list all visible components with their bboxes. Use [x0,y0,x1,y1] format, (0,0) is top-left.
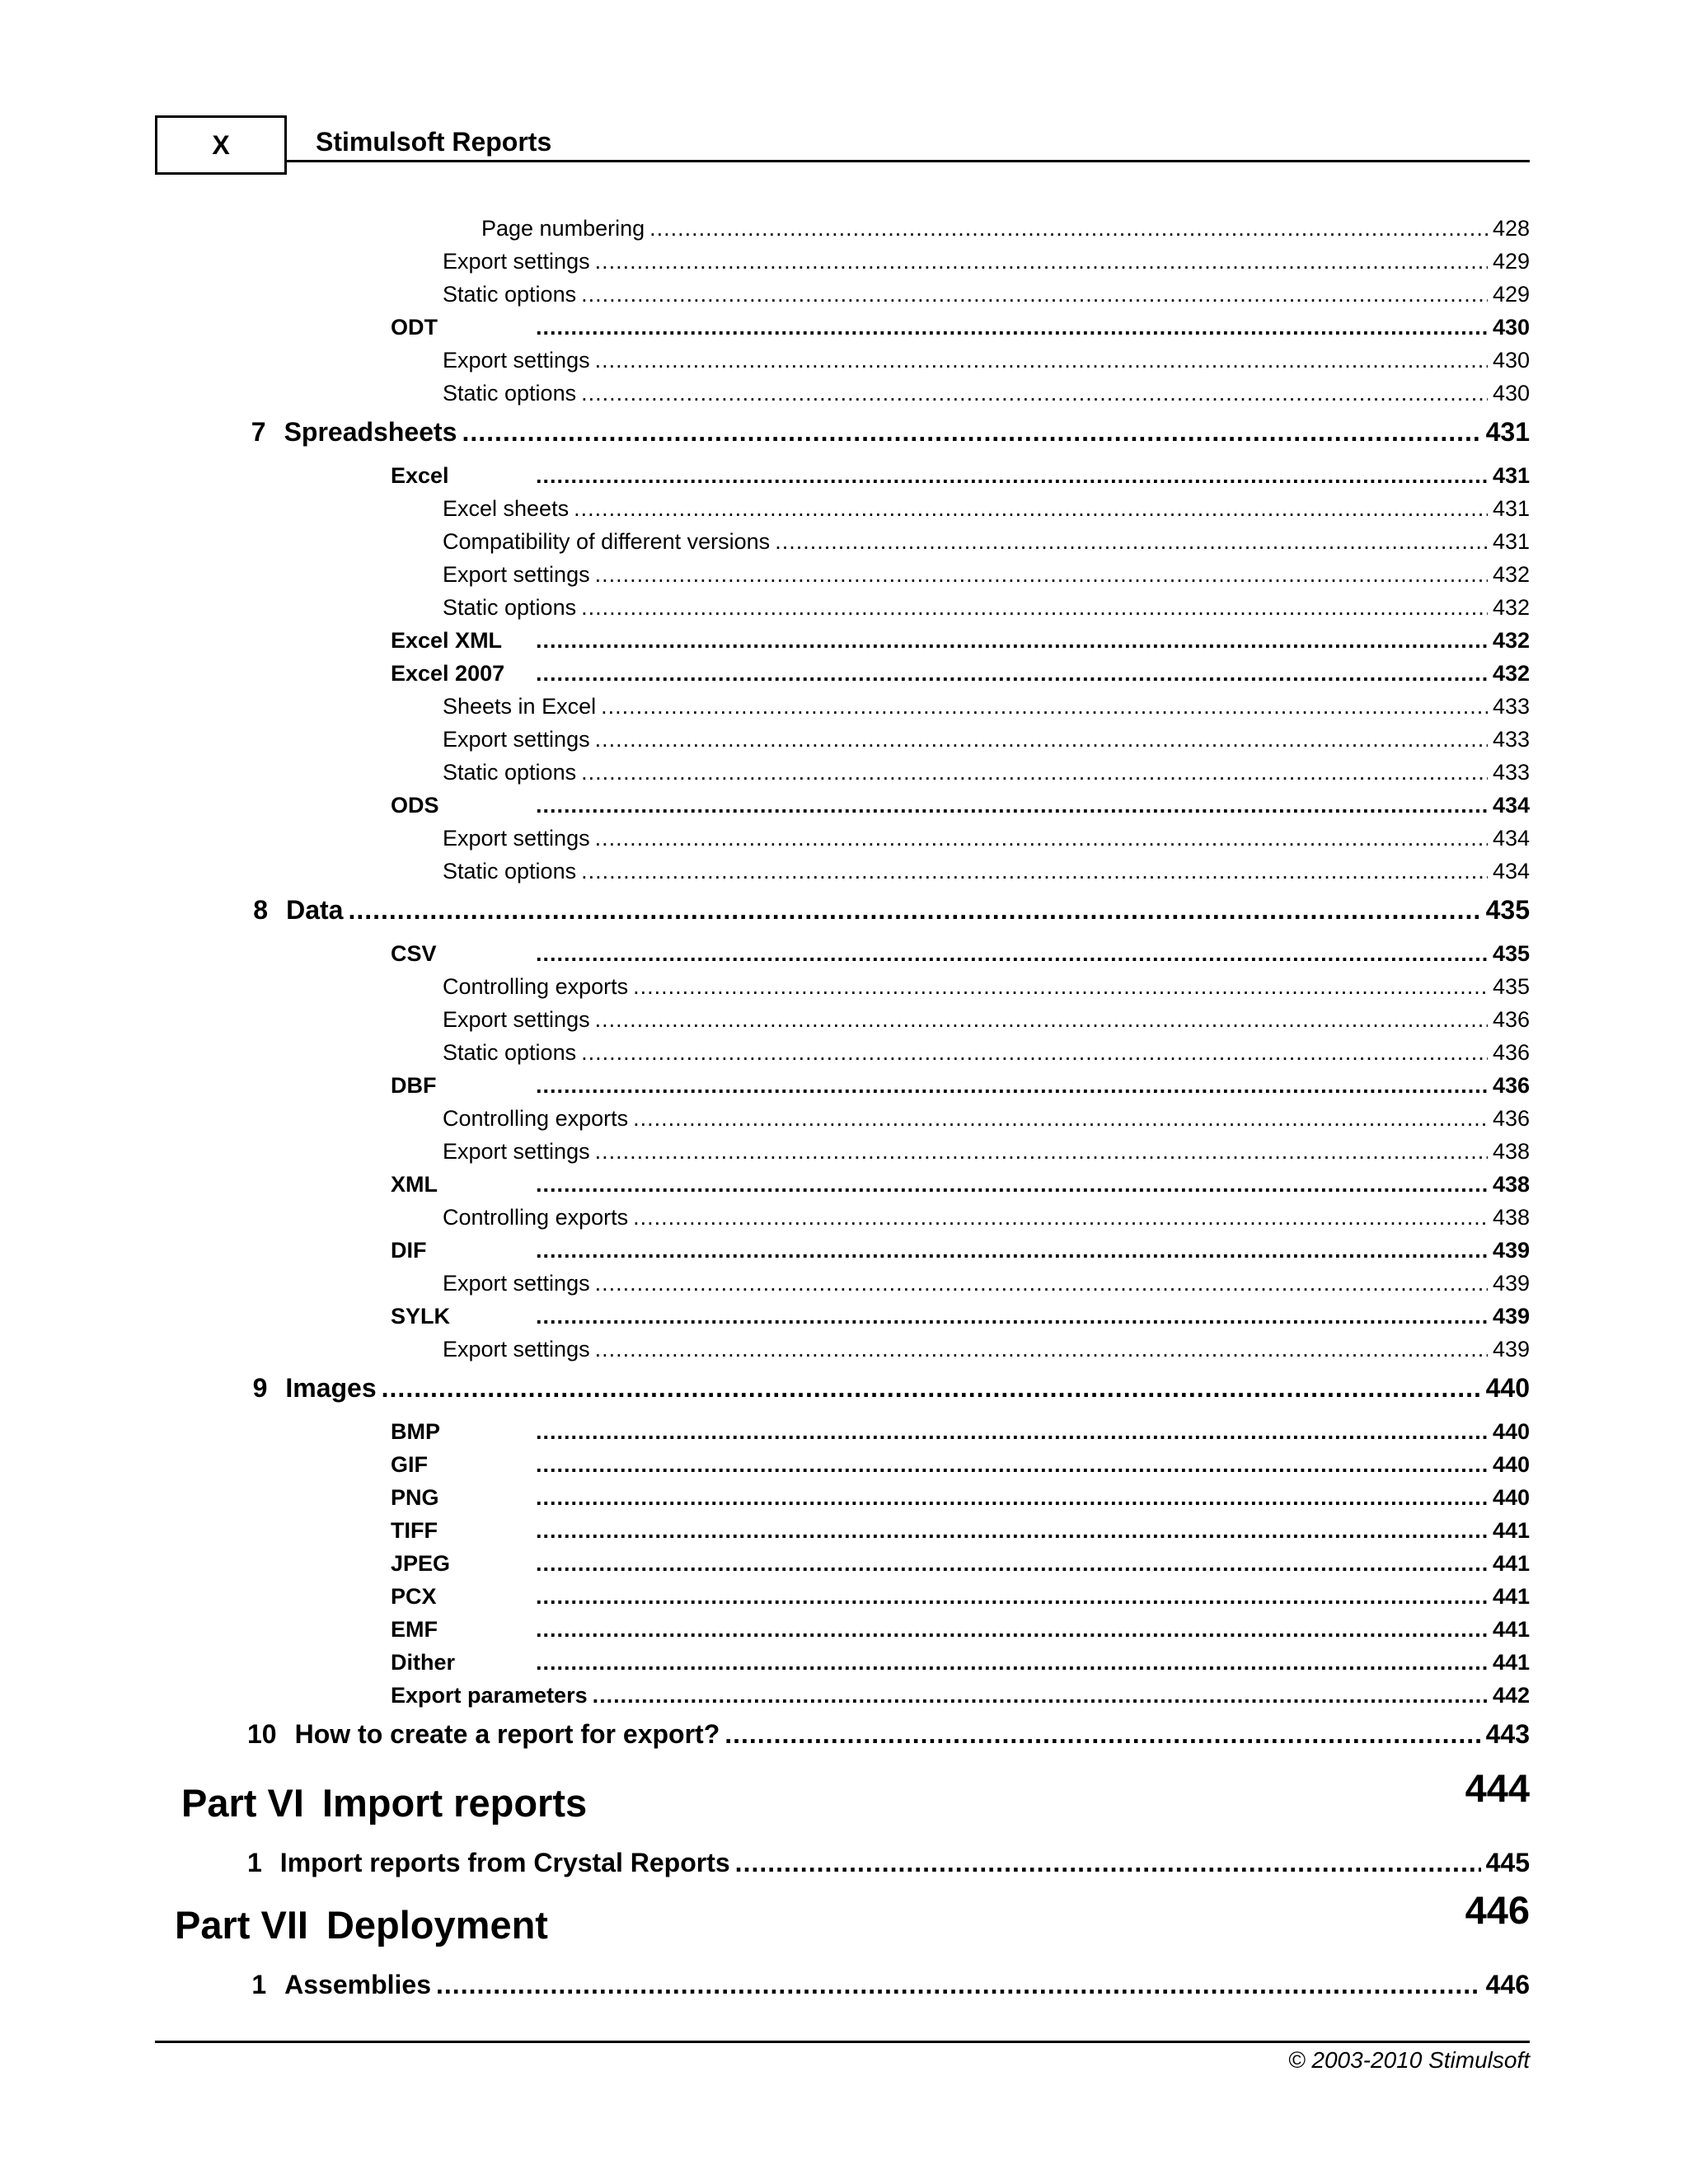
toc-entry-page: 441 [1492,1650,1530,1675]
toc-entry-page: 430 [1492,381,1530,405]
dot-leader [735,1848,1481,1878]
toc-entry[interactable] [247,1848,1530,1884]
toc-entry-title: Static options [443,859,577,883]
part-heading[interactable] [181,1766,1530,1825]
toc-entry[interactable] [391,941,1530,974]
dot-leader [536,1584,1488,1610]
toc-entry-title: Assemblies [284,1970,432,1999]
toc-entry-page: 439 [1492,1304,1530,1329]
toc-entry[interactable] [443,694,1530,727]
toc-entry-title: Static options [443,381,577,405]
dot-leader [595,826,1488,851]
toc-entry-page: 429 [1492,282,1530,307]
toc-entry[interactable] [443,1106,1530,1139]
dot-leader [581,282,1488,307]
toc-entry[interactable] [247,1719,1530,1755]
dot-leader [601,694,1488,719]
toc-entry[interactable] [443,496,1530,529]
toc-entry-title: Compatibility of different versions [443,529,771,554]
dot-leader [536,941,1488,967]
toc-entry[interactable] [391,1172,1530,1205]
toc-entry[interactable] [247,1970,1530,2006]
toc-entry-page: 436 [1492,1007,1530,1032]
toc-entry-page: 432 [1492,628,1530,653]
dot-leader [595,1271,1488,1296]
toc-entry-title: Export settings [443,348,590,373]
toc-entry-title: DBF [391,1073,437,1098]
toc-entry[interactable] [391,1617,1530,1650]
toc-entry-page: 429 [1492,249,1530,274]
toc-entry-page: 431 [1485,417,1530,447]
toc-entry-title: CSV [391,941,437,966]
toc-entry-title: ODT [391,315,438,340]
dot-leader [649,216,1488,241]
dot-leader [574,496,1488,522]
dot-leader [536,1650,1488,1675]
toc-entry[interactable] [391,1518,1530,1551]
toc-entry-page: 428 [1492,216,1530,241]
toc-entry-title: Export settings [443,562,590,587]
toc-entry-title: Export settings [443,1271,590,1296]
toc-entry-title: Controlling exports [443,1106,629,1131]
dot-leader [536,1304,1488,1329]
toc-entry-title: JPEG [391,1551,451,1576]
toc-entry-title: PNG [391,1485,439,1510]
toc-entry-title: Controlling exports [443,1205,629,1230]
toc-entry-title: Export settings [443,826,590,851]
toc-entry-page: 432 [1492,661,1530,686]
toc-entry-title: Excel XML [391,628,503,653]
page-number-box [155,115,287,175]
dot-leader [536,1073,1488,1099]
dot-leader [462,417,1480,448]
toc-entry[interactable] [443,529,1530,562]
toc-entry[interactable] [443,381,1530,414]
dot-leader [633,974,1488,1000]
toc-entry-page: 435 [1492,941,1530,966]
dot-leader [593,1683,1488,1708]
footer-copyright: © 2003-2010 Stimulsoft [1287,2047,1530,2073]
dot-leader [536,1238,1488,1263]
dot-leader [536,1551,1488,1577]
toc-entry[interactable] [247,1373,1530,1409]
toc-entry[interactable] [391,1650,1530,1683]
toc-entry[interactable] [247,895,1530,931]
dot-leader [775,529,1488,555]
toc-entry-page: 436 [1492,1106,1530,1131]
toc-entry-page: 436 [1492,1040,1530,1065]
dot-leader [536,1452,1488,1478]
dot-leader [536,628,1488,654]
toc-entry-title: DIF [391,1238,427,1263]
page-number: X [212,129,230,160]
toc-entry-title: Export settings [443,727,590,752]
toc-entry-title: Export settings [443,1007,590,1032]
dot-leader [595,1007,1488,1033]
toc-entry[interactable] [391,1419,1530,1452]
toc-entry[interactable] [443,1337,1530,1370]
dot-leader [595,562,1488,588]
toc-entry-title: Dither [391,1650,456,1675]
dot-leader [536,1419,1488,1445]
toc-entry-page: 443 [1485,1719,1530,1749]
toc-entry-page: 431 [1492,463,1530,488]
toc-entry-page: 430 [1492,348,1530,373]
part-title: Import reports [321,1781,588,1825]
toc-entry-page: 433 [1492,760,1530,785]
part-heading[interactable] [175,1888,1530,1947]
toc-entry[interactable] [443,1139,1530,1172]
header-divider [287,160,1530,162]
toc-entry-title: Export settings [443,1139,590,1164]
toc-entry-title: Excel sheets [443,496,570,521]
toc-entry[interactable] [443,1271,1530,1304]
dot-leader [581,859,1488,884]
toc-entry-page: 431 [1492,496,1530,521]
toc-entry-page: 430 [1492,315,1530,340]
toc-entry-number: 7 [251,417,266,447]
toc-entry[interactable] [443,1205,1530,1238]
dot-leader [595,249,1488,274]
dot-leader [536,661,1488,687]
part-page: 446 [1465,1888,1530,1932]
toc-entry[interactable] [443,562,1530,595]
toc-entry-page: 440 [1492,1485,1530,1510]
toc-entry-title: Export settings [443,1337,590,1361]
toc-entry-title: Excel [391,463,449,488]
toc-entry-title: Static options [443,595,577,620]
toc-entry-title: Sheets in Excel [443,694,597,719]
toc-entry-title: Static options [443,282,577,307]
toc-entry[interactable] [443,249,1530,282]
toc-entry-number: 10 [247,1719,277,1749]
toc-entry[interactable] [443,595,1530,628]
toc-entry[interactable] [443,282,1530,315]
toc-entry-page: 431 [1492,529,1530,554]
toc-entry-page: 445 [1485,1848,1530,1877]
toc-entry-page: 440 [1492,1452,1530,1477]
toc-entry-page: 438 [1492,1205,1530,1230]
toc-entry-title: Export settings [443,249,590,274]
dot-leader [581,381,1488,406]
dot-leader [724,1719,1480,1750]
toc-entry-page: 439 [1492,1337,1530,1361]
toc-entry-title: Static options [443,1040,577,1065]
dot-leader [536,1518,1488,1544]
dot-leader [581,595,1488,621]
toc-entry[interactable] [391,1238,1530,1271]
toc-entry-page: 433 [1492,727,1530,752]
toc-entry[interactable] [443,826,1530,859]
toc-entry-page: 438 [1492,1172,1530,1197]
dot-leader [536,793,1488,818]
dot-leader [595,1337,1488,1362]
toc-entry-page: 434 [1492,793,1530,818]
toc-entry-number: 9 [252,1373,268,1403]
toc-entry-page: 438 [1492,1139,1530,1164]
toc-entry-page: 439 [1492,1271,1530,1296]
dot-leader [436,1970,1481,2000]
toc-entry[interactable] [481,216,1530,249]
toc-entry-title: Excel 2007 [391,661,505,686]
toc-entry-page: 440 [1492,1419,1530,1444]
toc-entry-title: Spreadsheets [284,417,457,447]
toc-entry-page: 433 [1492,694,1530,719]
toc-entry-page: 432 [1492,595,1530,620]
dot-leader [348,895,1480,926]
part-page: 444 [1465,1766,1530,1810]
toc-entry[interactable] [391,1073,1530,1106]
dot-leader [581,760,1488,785]
toc-entry-page: 446 [1485,1970,1530,1999]
dot-leader [536,463,1488,489]
toc-entry-page: 434 [1492,859,1530,883]
part-label: Part VII [175,1903,308,1947]
toc-entry[interactable] [443,974,1530,1007]
toc-entry-page: 439 [1492,1238,1530,1263]
toc-entry[interactable] [391,1584,1530,1617]
dot-leader [595,348,1488,373]
toc-entry-page: 434 [1492,826,1530,851]
dot-leader [536,1617,1488,1643]
toc-entry-page: 435 [1485,895,1530,925]
toc-entry[interactable] [391,793,1530,826]
toc-entry[interactable] [391,628,1530,661]
footer-divider [155,2041,1530,2043]
toc-entry-title: How to create a report for export? [294,1719,720,1749]
toc-entry[interactable] [391,661,1530,694]
toc-entry-title: Images [285,1373,377,1403]
toc-entry[interactable] [443,727,1530,760]
toc-entry-title: EMF [391,1617,438,1642]
toc-entry[interactable] [391,315,1530,348]
running-header-title: Stimulsoft Reports [316,127,552,157]
toc-entry[interactable] [443,760,1530,793]
toc-entry[interactable] [247,417,1530,453]
toc-entry[interactable] [391,1485,1530,1518]
dot-leader [536,315,1488,340]
toc-entry-page: 441 [1492,1551,1530,1576]
toc-entry-title: Data [286,895,344,925]
dot-leader [536,1485,1488,1511]
toc-entry-page: 435 [1492,974,1530,999]
toc-entry[interactable] [443,348,1530,381]
toc-entry[interactable] [391,1452,1530,1485]
toc-entry[interactable] [443,859,1530,892]
toc-entry[interactable] [443,1007,1530,1040]
toc-entry-title: BMP [391,1419,440,1444]
toc-entry-title: Import reports from Crystal Reports [279,1848,730,1877]
toc-entry-page: 441 [1492,1518,1530,1543]
toc-entry-page: 432 [1492,562,1530,587]
toc-entry-page: 440 [1485,1373,1530,1403]
toc-entry-page: 441 [1492,1584,1530,1609]
toc-entry-page: 441 [1492,1617,1530,1642]
toc-entry-title: SYLK [391,1304,451,1329]
toc-entry-title: GIF [391,1452,428,1477]
toc-entry[interactable] [391,1551,1530,1584]
toc-entry-title: TIFF [391,1518,438,1543]
dot-leader [633,1106,1488,1132]
toc-entry-number: 1 [247,1848,262,1877]
toc-entry-title: PCX [391,1584,437,1609]
part-title: Deployment [326,1903,548,1947]
toc-entry[interactable] [391,463,1530,496]
dot-leader [595,1139,1488,1165]
toc-entry-title: Export parameters [391,1683,588,1708]
toc-entry-number: 1 [251,1970,267,1999]
toc-entry[interactable] [391,1683,1530,1716]
toc-entry[interactable] [443,1040,1530,1073]
toc-entry-page: 442 [1492,1683,1530,1708]
dot-leader [581,1040,1488,1066]
dot-leader [382,1373,1481,1404]
toc-entry-title: Page numbering [481,216,645,241]
toc-entry-title: Controlling exports [443,974,629,999]
part-label: Part VI [181,1781,304,1825]
dot-leader [536,1172,1488,1197]
dot-leader [595,727,1488,752]
toc-entry-page: 436 [1492,1073,1530,1098]
dot-leader [633,1205,1488,1230]
toc-entry-title: Static options [443,760,577,785]
toc-entry-number: 8 [253,895,269,925]
toc-entry-title: XML [391,1172,438,1197]
toc-entry-title: ODS [391,793,439,818]
toc-entry[interactable] [391,1304,1530,1337]
